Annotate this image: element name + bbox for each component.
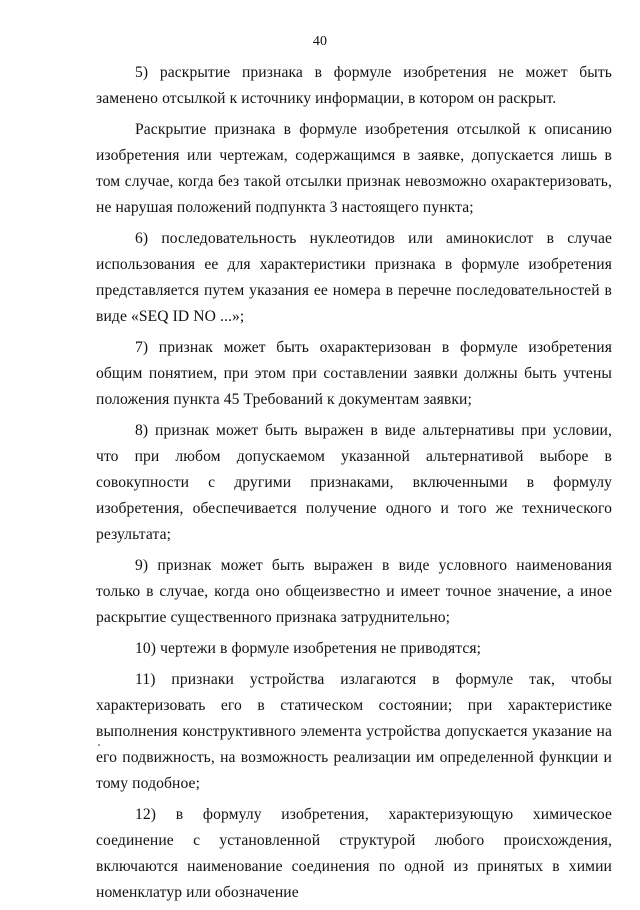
paragraph-item-7: 7) признак может быть охарактеризован в формуле изобретения общим понятием, при этом при составлении заявки должны быть учтены положения пункта 45 Требований к документам заявки; bbox=[96, 339, 612, 408]
page-number: 40 bbox=[312, 34, 328, 49]
paragraph-reference-disclosure: Раскрытие признака в формуле изобретения отсылкой к описанию изобретения или чертежам, содержащимся в заявке, допускается лишь в том случае, когда без такой отсылки признак невозможно охарактеризовать, не нарушая положений подпункта 3 настоящего пункта; bbox=[96, 121, 612, 216]
scan-artifact bbox=[98, 744, 100, 746]
paragraph-item-10: 10) чертежи в формуле изобретения не приводятся; bbox=[135, 640, 482, 657]
paragraph-item-8: 8) признак может быть выражен в виде альтернативы при условии, что при любом допускаемом указанной альтернативой выборе в совокупности с другими признаками, включенными в формулу изобретения, обеспечивается получение одного и того же технического результата; bbox=[96, 422, 612, 543]
paragraph-item-9: 9) признак может быть выражен в виде условного наименования только в случае, когда оно общеизвестно и имеет точное значение, а иное раскрытие существенного признака затруднительно; bbox=[96, 557, 612, 626]
paragraph-item-6: 6) последовательность нуклеотидов или аминокислот в случае использования ее для характеристики признака в формуле изобретения представляется путем указания ее номера в перечне последовательностей в виде «SEQ ID NO ...»; bbox=[96, 230, 612, 325]
document-body bbox=[96, 60, 612, 910]
paragraph-item-12: 12) в формулу изобретения, характеризующую химическое соединение с установленной структурой любого происхождения, включаются наименование соединения по одной из принятых в химии номенклатур или обозначение bbox=[96, 806, 612, 901]
paragraph-item-5: 5) раскрытие признака в формуле изобретения не может быть заменено отсылкой к источнику информации, в котором он раскрыт. bbox=[96, 64, 612, 107]
paragraph-item-11: 11) признаки устройства излагаются в формуле так, чтобы характеризовать его в статическом состоянии; при характеристике выполнения конструктивного элемента устройства допускается указание на его подвижность, на возможность реализации им определенной функции и тому подобное; bbox=[96, 671, 612, 792]
